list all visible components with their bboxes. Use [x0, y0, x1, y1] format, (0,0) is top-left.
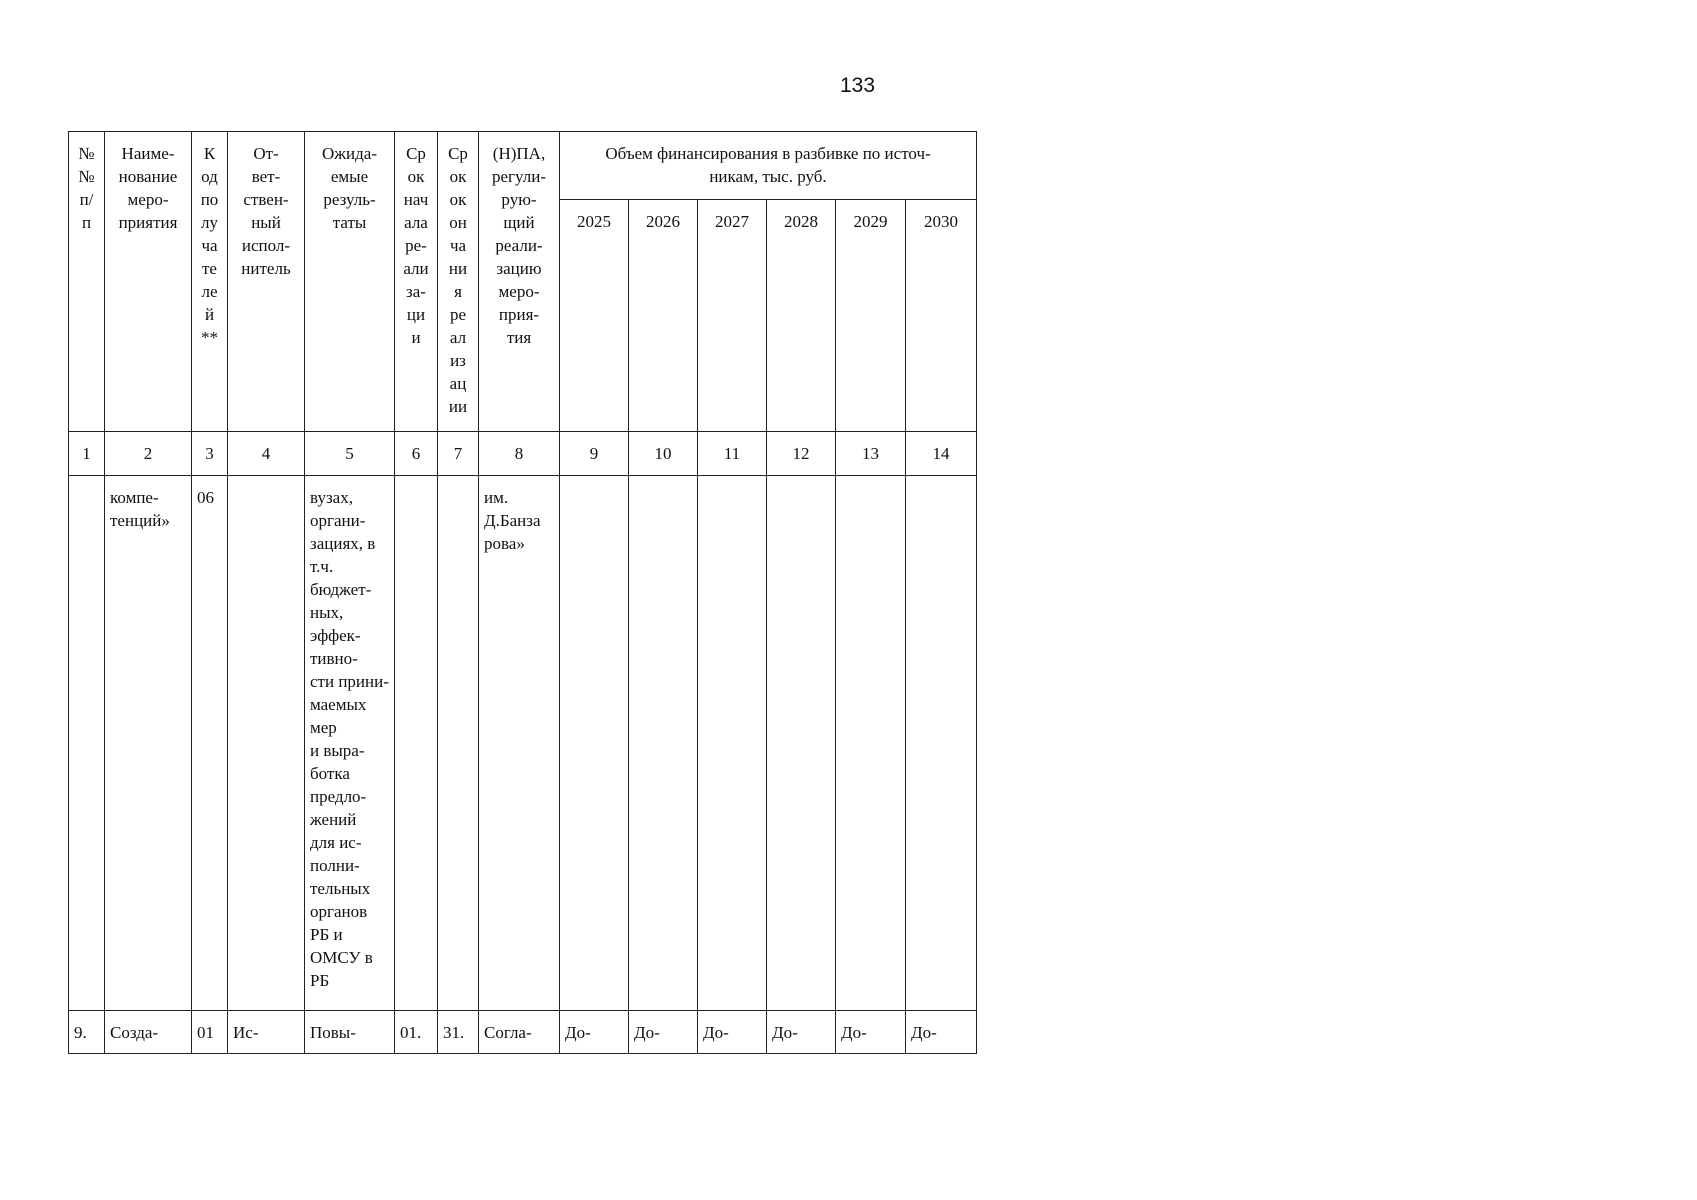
column-number: 2 [105, 432, 192, 476]
cell-financing-2025: До- [560, 1011, 629, 1054]
column-number: 6 [395, 432, 438, 476]
column-number: 14 [906, 432, 977, 476]
year-2025: 2025 [560, 200, 629, 432]
program-activities-table [68, 131, 977, 1054]
header-executor: От- вет- ствен- ный испол- нитель [228, 132, 305, 432]
cell-expected-results: вузах, органи- зациях, в т.ч. бюджет- ных, эффек- тивно- сти прини- маемых мер и выра- ботка предло- жений для ис- полни- тельных органов РБ и ОМСУ в РБ [305, 476, 395, 1011]
header-activity-name: Наиме- нование меро- приятия [105, 132, 192, 432]
page-number: 133 [840, 74, 876, 97]
column-number: 1 [69, 432, 105, 476]
cell-financing-2027 [698, 476, 767, 1011]
cell-start-date: 01. [395, 1011, 438, 1054]
cell-financing-2027: До- [698, 1011, 767, 1054]
table-row [69, 476, 977, 1011]
year-2027: 2027 [698, 200, 767, 432]
column-number: 10 [629, 432, 698, 476]
header-regulatory-acts: (Н)ПА, регули- рую- щий реали- зацию меро- прия- тия [479, 132, 560, 432]
cell-financing-2025 [560, 476, 629, 1011]
cell-recipient-code: 01 [192, 1011, 228, 1054]
cell-activity-name: Созда- [105, 1011, 192, 1054]
column-number: 9 [560, 432, 629, 476]
header-start-date: Ср ок нач ала ре- али за- ци и [395, 132, 438, 432]
header-number: № № п/ п [69, 132, 105, 432]
cell-financing-2028: До- [767, 1011, 836, 1054]
cell-executor: Ис- [228, 1011, 305, 1054]
cell-expected-results: Повы- [305, 1011, 395, 1054]
column-number: 4 [228, 432, 305, 476]
cell-executor [228, 476, 305, 1011]
header-row [69, 132, 977, 200]
cell-financing-2029 [836, 476, 906, 1011]
cell-financing-2029: До- [836, 1011, 906, 1054]
header-expected-results: Ожида- емые резуль- таты [305, 132, 395, 432]
cell-start-date [395, 476, 438, 1011]
column-number: 8 [479, 432, 560, 476]
cell-activity-name: компе- тенций» [105, 476, 192, 1011]
column-number: 5 [305, 432, 395, 476]
cell-end-date [438, 476, 479, 1011]
header-recipient-code: К од по лу ча те ле й ** [192, 132, 228, 432]
cell-regulatory-acts: Согла- [479, 1011, 560, 1054]
cell-recipient-code: 06 [192, 476, 228, 1011]
cell-financing-2028 [767, 476, 836, 1011]
cell-number: 9. [69, 1011, 105, 1054]
cell-end-date: 31. [438, 1011, 479, 1054]
year-2028: 2028 [767, 200, 836, 432]
table-row [69, 1011, 977, 1054]
column-number: 13 [836, 432, 906, 476]
year-2026: 2026 [629, 200, 698, 432]
column-number: 3 [192, 432, 228, 476]
cell-number [69, 476, 105, 1011]
cell-financing-2026 [629, 476, 698, 1011]
column-number: 12 [767, 432, 836, 476]
header-end-date: Ср ок ок он ча ни я ре ал из ац ии [438, 132, 479, 432]
cell-financing-2030 [906, 476, 977, 1011]
column-number: 7 [438, 432, 479, 476]
header-financing: Объем финансирования в разбивке по источ- никам, тыс. руб. [560, 132, 977, 200]
column-numbers-row [69, 432, 977, 476]
cell-regulatory-acts: им. Д.Банза рова» [479, 476, 560, 1011]
year-2029: 2029 [836, 200, 906, 432]
cell-financing-2030: До- [906, 1011, 977, 1054]
year-2030: 2030 [906, 200, 977, 432]
column-number: 11 [698, 432, 767, 476]
cell-financing-2026: До- [629, 1011, 698, 1054]
